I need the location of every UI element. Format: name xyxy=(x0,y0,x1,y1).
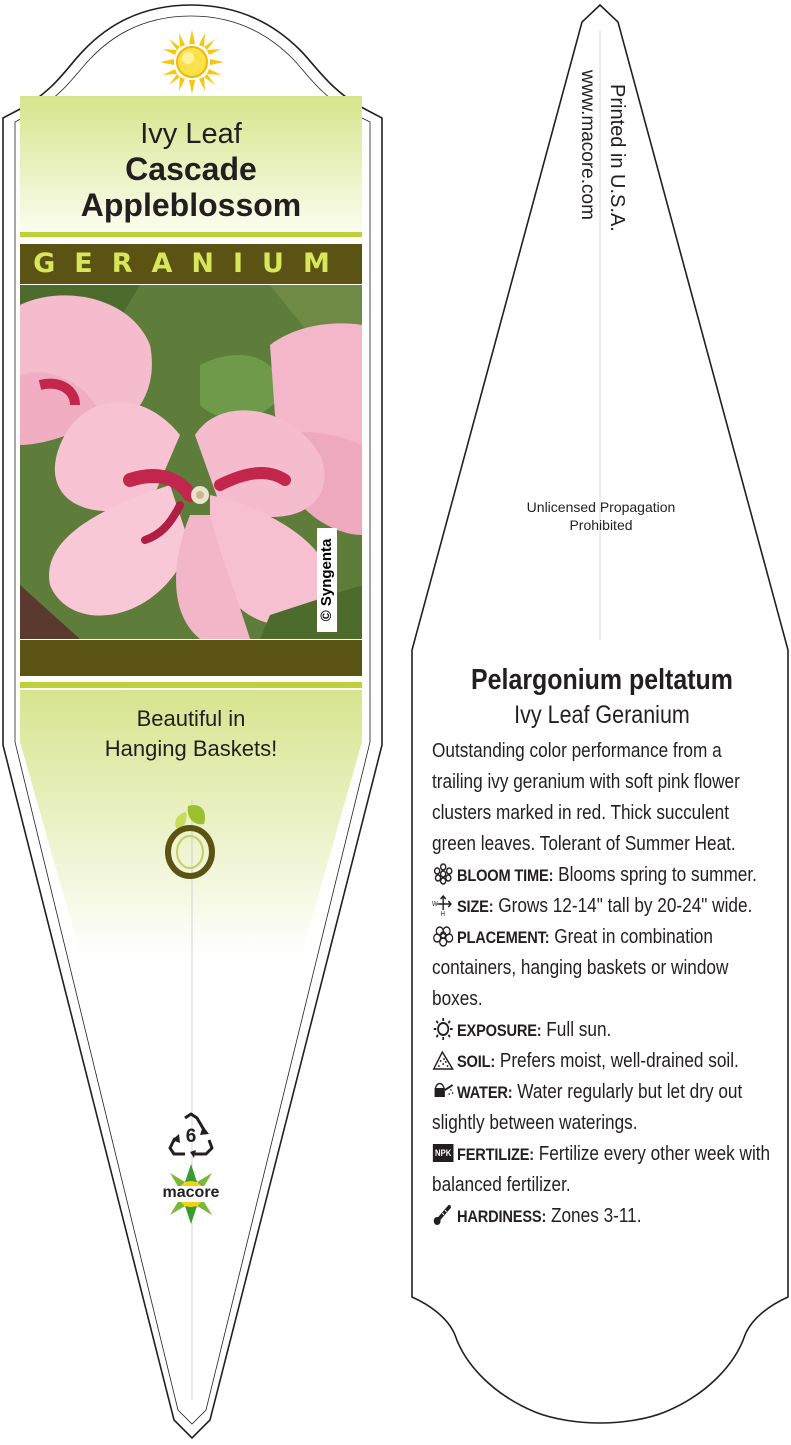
npk-text: NPK xyxy=(434,1148,452,1158)
unlicensed-line2: Prohibited xyxy=(569,517,633,533)
care-label: SOIL: xyxy=(456,1052,496,1071)
care-text: Water regularly but let dry out slightly between waterings. xyxy=(432,1081,743,1134)
slogan-line1: Beautiful in xyxy=(136,706,246,731)
size-icon-h: H xyxy=(440,910,445,916)
botanical-name: Pelargonium peltatum xyxy=(471,664,733,696)
care-text: Prefers moist, well-drained soil. xyxy=(499,1050,739,1072)
care-label: BLOOM TIME: xyxy=(456,866,554,885)
thermometer-icon xyxy=(432,1204,454,1226)
care-label: EXPOSURE: xyxy=(456,1021,542,1040)
photo-credit xyxy=(318,522,370,632)
macore-logo xyxy=(154,1160,228,1228)
title-line-appleblossom: Appleblossom xyxy=(80,187,302,223)
size-icon-w: W xyxy=(432,900,438,909)
care-label: PLACEMENT: xyxy=(456,928,550,947)
size-icon xyxy=(432,894,454,916)
macore-wordmark: macore xyxy=(162,1184,220,1201)
care-label: FERTILIZE: xyxy=(456,1145,535,1164)
recycle-number: 6 xyxy=(185,1126,197,1147)
care-exposure xyxy=(432,1015,776,1046)
care-label: WATER: xyxy=(456,1083,513,1102)
care-label: HARDINESS: xyxy=(456,1207,547,1226)
care-water xyxy=(432,1077,776,1139)
care-hardiness xyxy=(432,1201,776,1232)
care-info xyxy=(432,736,776,1232)
sun-icon xyxy=(160,30,224,94)
geranium-band: GERANIUM xyxy=(20,244,362,284)
care-text: Great in combination containers, hanging baskets or window boxes. xyxy=(432,926,729,1010)
care-text: Fertilize every other week with balanced fertilizer. xyxy=(432,1143,771,1196)
title-line-cascade: Cascade xyxy=(125,151,257,187)
website: www.macore.com xyxy=(577,70,598,220)
flower-photo xyxy=(20,285,362,639)
care-text: Grows 12-14" tall by 20-24" wide. xyxy=(498,895,753,917)
photo-credit-text: © Syngenta xyxy=(317,528,337,632)
sun-exposure-icon xyxy=(432,1018,454,1040)
care-soil xyxy=(432,1046,776,1077)
soil-icon xyxy=(432,1049,454,1071)
plant-description: Outstanding color performance from a trailing ivy geranium with soft pink flower clusters marked in red. Thick succulent green leaves. Tolerant of Summer Heat. xyxy=(432,740,740,855)
fertilizer-icon xyxy=(432,1142,454,1164)
care-text: Blooms spring to summer. xyxy=(558,864,757,886)
care-placement xyxy=(432,922,776,1015)
bloom-icon xyxy=(432,863,454,885)
care-fertilize xyxy=(432,1139,776,1201)
title-line-ivy-leaf: Ivy Leaf xyxy=(140,118,242,150)
printed-in-usa: Printed in U.S.A. xyxy=(606,84,628,232)
watering-can-icon xyxy=(432,1080,454,1102)
unlicensed-line1: Unlicensed Propagation xyxy=(526,499,676,515)
common-name: Ivy Leaf Geranium xyxy=(514,701,690,729)
bottom-band xyxy=(20,640,362,676)
care-text: Zones 3-11. xyxy=(550,1205,642,1227)
care-bloom xyxy=(432,860,776,891)
care-text: Full sun. xyxy=(546,1019,612,1041)
recycle-6-icon xyxy=(166,1112,216,1158)
slogan-line2: Hanging Baskets! xyxy=(104,736,278,761)
placement-icon xyxy=(432,925,454,947)
sprout-logo-icon xyxy=(160,800,220,880)
care-label: SIZE: xyxy=(456,897,494,916)
care-size xyxy=(432,891,776,922)
